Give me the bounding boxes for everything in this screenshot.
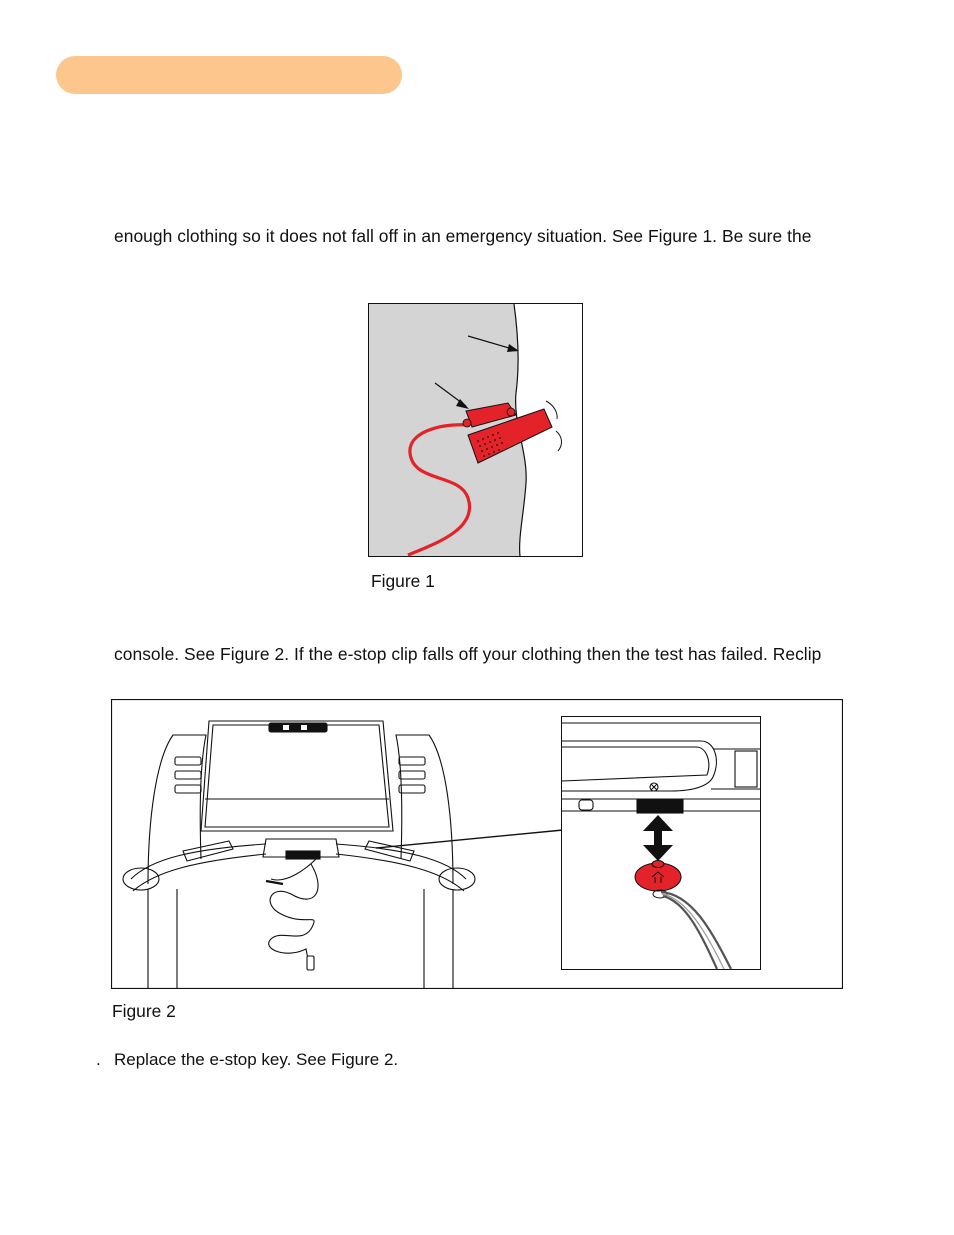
figure-1-clip-illustration <box>368 303 583 557</box>
paragraph-clip-instructions: enough clothing so it does not fall off in an emergency situation. See Figure 1. Be sure the <box>114 226 812 246</box>
list-marker: . <box>96 1050 101 1069</box>
list-item-replace-key <box>96 1050 399 1070</box>
figure-2-console-illustration <box>111 699 843 989</box>
paragraph-test-instructions: console. See Figure 2. If the e-stop clip falls off your clothing then the test has failed. Reclip <box>114 644 822 664</box>
inset-key-detail <box>562 717 761 970</box>
section-header-bar <box>56 56 402 94</box>
list-item-text: Replace the e-stop key. See Figure 2. <box>114 1050 399 1069</box>
figure-1-caption: Figure 1 <box>371 571 435 591</box>
figure-2-caption: Figure 2 <box>112 1001 176 1021</box>
